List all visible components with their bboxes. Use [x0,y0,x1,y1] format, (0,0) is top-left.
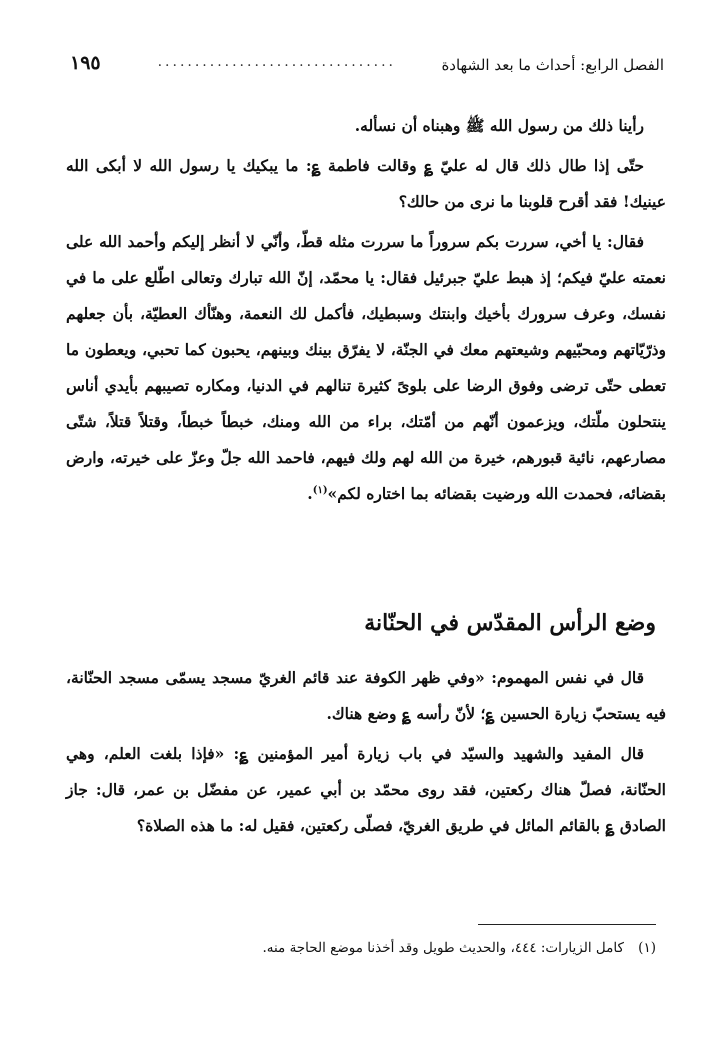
main-text-block [66,108,666,516]
paragraph-text: فقال: يا أخي، سررت بكم سروراً ما سررت مثله قطّ، وأنّي لا أنظر إليكم وأحمد الله على نعمته عليّ فيكم؛ إذ هبط عليّ جبرئيل فقال: يا محمّد، إنّ الله تبارك وتعالى اطّلع على ما في نفسك، وعرف سرورك بأخيك وابنتك وسبطيك، فأكمل لك النعمة، وهنّأك العطيّة، بأن جعلهم وذرّيّاتهم ومحبّيهم وشيعتهم معك في الجنّة، لا يفرّق بينك وبينهم، يحبون كما تحبي، ويعطون ما تعطى حتّى ترضى وفوق الرضا على بلوىً كثيرة تنالهم في الدنيا، ومكاره تصيبهم بأيدي أناس ينتحلون ملّتك، ويزعمون أنّهم من أمّتك، براء من الله ومنك، خبطاً خبطاً، وقتلاً قتلاً، شتّى مصارعهم، نائية قبورهم، خيرة من الله لهم ولك فيهم، فاحمد الله جلّ وعزّ على خيرته، وارض بقضائه، فحمدت الله ورضيت بقضائه بما اختاره لكم» [66,232,666,503]
footnote-number: (١) [638,940,656,956]
paragraph: حتّى إذا طال ذلك قال له عليّ ؏ وقالت فاطمة ؏: ما يبكيك يا رسول الله لا أبكى الله عينيك! فقد أقرح قلوبنا ما نرى من حالك؟ [66,156,666,211]
section-heading: وضع الرأس المقدّس في الحنّانة [364,610,656,636]
header-dot-leader: ................................ [157,54,396,70]
paragraph: رأينا ذلك من رسول الله ﷺ وهبناه أن نسأله. [354,116,644,135]
page-header [70,50,664,84]
paragraph: فقال: يا أخي، سررت بكم سروراً ما سررت مثله قطّ، وأنّي لا أنظر إليكم وأحمد الله على نعمته عليّ فيكم؛ إذ هبط عليّ جبرئيل فقال: يا محمّد، إنّ الله تبارك وتعالى اطّلع على ما في نفسك، وعرف سرورك بأخيك وابنتك وسبطيك، فأكمل لك النعمة، وهنّأك العطيّة، بأن جعلهم وذرّيّاتهم ومحبّيهم وشيعتهم معك في الجنّة، لا يفرّق بينك وبينهم، يحبون كما تحبي، ويعطون ما تعطى حتّى ترضى وفوق الرضا على بلوىً كثيرة تنالهم في الدنيا، ومكاره تصيبهم بأيدي أناس ينتحلون ملّتك، ويزعمون أنّهم من أمّتك، براء من الله ومنك، خبطاً خبطاً، وقتلاً قتلاً، شتّى مصارعهم، نائية قبورهم، خيرة من الله لهم ولك فيهم، فاحمد الله جلّ وعزّ على خيرته، وارض بقضائه، فحمدت الله ورضيت بقضائه بما اختاره لكم»$^{(١)}$. [66,232,666,503]
footnote [56,940,656,956]
footnote-text: كامل الزيارات: ٤٤٤، والحديث طويل وقد أخذنا موضع الحاجة منه. [262,940,624,956]
page-number: ١٩٥ [70,52,101,74]
paragraph: قال المفيد والشهيد والسيّد في باب زيارة أمير المؤمنين ؏: «فإذا بلغت العلم، وهي الحنّانة، فصلّ هناك ركعتين، فقد روى محمّد بن أبي عمير، عن مفضّل بن عمر، قال: جاز الصادق ؏ بالقائم المائل في طريق الغريّ، فصلّى ركعتين، فقيل له: ما هذه الصلاة؟ [66,744,666,835]
paragraph: قال في نفس المهموم: «وفي ظهر الكوفة عند قائم الغريّ مسجد يسمّى مسجد الحنّانة، فيه يستحبّ زيارة الحسين ؏؛ لأنّ رأسه ؏ وضع هناك. [66,668,666,723]
chapter-title: الفصل الرابع: أحداث ما بعد الشهادة [441,56,664,74]
footnote-divider [478,924,656,925]
footnote-reference[interactable]: (١) [312,484,328,496]
section-text-block [66,660,666,848]
